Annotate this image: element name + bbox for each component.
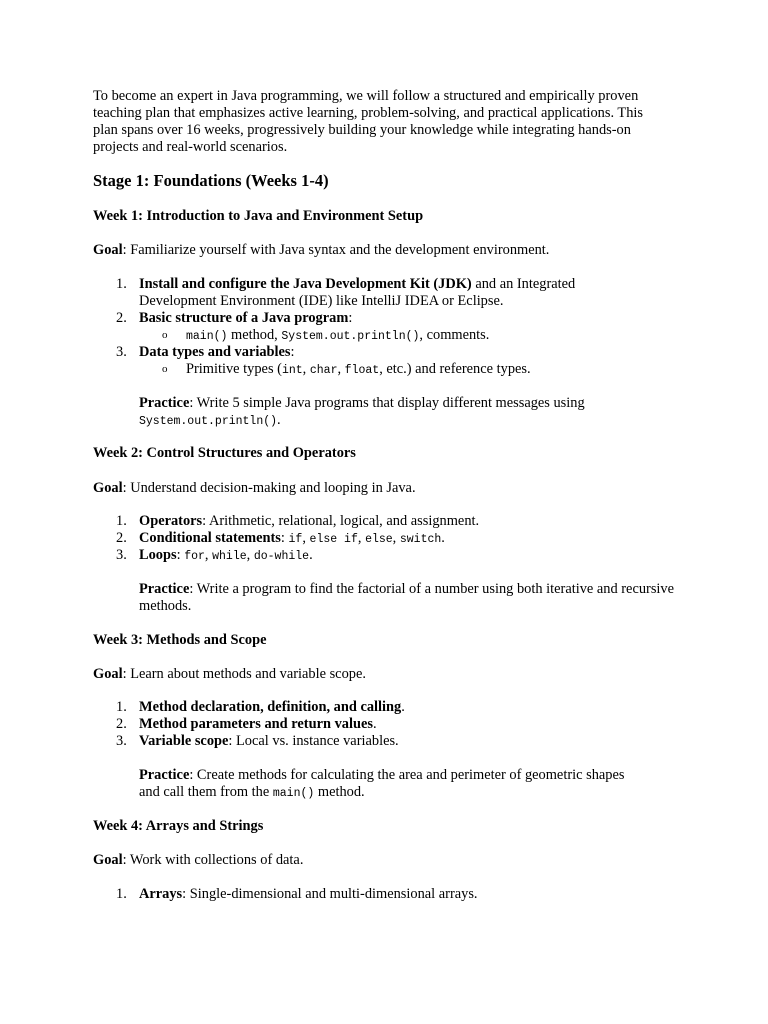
list-number: 2. (116, 310, 127, 326)
separator: , (246, 547, 254, 563)
separator: . (309, 547, 313, 563)
week-4-item-1-bold: Arrays (139, 886, 183, 902)
week-2-heading: Week 2: Control Structures and Operators (93, 445, 356, 461)
week-2-item-2-bold: Conditional statements (139, 530, 281, 546)
code-snippet: main() (272, 787, 315, 800)
week-3-practice (139, 767, 679, 802)
bullet-marker: o (162, 329, 168, 341)
practice-text: : Write a program to find the factorial of a number using both iterative and recursive methods. (139, 581, 674, 614)
week-1-heading: Week 1: Introduction to Java and Environment Setup (93, 208, 424, 224)
code-snippet: System.out.println() (139, 415, 278, 428)
week-3-item-3-bold: Variable scope (139, 733, 229, 749)
week-1-item-1-text: and an Integrated (471, 276, 576, 292)
week-1-subitem-3 (186, 361, 706, 379)
bullet-marker: o (162, 363, 168, 375)
week-1-item-3-text: : (290, 344, 295, 360)
week-1-item-2 (139, 310, 699, 327)
list-number: 1. (116, 513, 127, 529)
week-2-item-3-bold: Loops (139, 547, 177, 563)
week-1-item-3 (139, 344, 699, 361)
week-1-item-3-bold: Data types and variables (139, 344, 291, 360)
week-4-item-1 (139, 886, 699, 903)
practice-text-2: and call them from the (139, 784, 273, 800)
separator: . (372, 716, 377, 732)
goal-label: Goal (93, 666, 123, 682)
week-1-goal-text: : Familiarize yourself with Java syntax and the development environment. (122, 242, 550, 258)
list-number: 3. (116, 547, 127, 563)
week-3-item-3 (139, 733, 699, 750)
goal-label: Goal (93, 852, 123, 868)
code-snippet: main() (186, 330, 228, 343)
practice-label: Practice (139, 581, 190, 597)
subitem-text: , comments. (419, 327, 490, 343)
week-3-item-2 (139, 716, 699, 733)
separator: , (302, 530, 310, 546)
code-snippet: else (365, 533, 393, 546)
code-snippet: else if (309, 533, 358, 546)
code-snippet: System.out.println() (281, 330, 420, 343)
list-number: 3. (116, 733, 127, 749)
code-snippet: do-while (253, 550, 310, 563)
week-3-heading: Week 3: Methods and Scope (93, 632, 267, 648)
separator: , (302, 361, 310, 377)
week-3-item-2-bold: Method parameters and return values (139, 716, 373, 732)
week-4-goal-text: : Work with collections of data. (122, 852, 304, 868)
list-number: 3. (116, 344, 127, 360)
practice-text: : Write 5 simple Java programs that display different messages using (189, 395, 585, 411)
week-2-item-2 (139, 530, 699, 548)
practice-label: Practice (139, 767, 190, 783)
code-snippet: float (344, 364, 380, 377)
week-1-goal (93, 242, 549, 259)
week-2-item-1 (139, 513, 699, 530)
week-2-item-3 (139, 547, 699, 565)
stage-1-heading: Stage 1: Foundations (Weeks 1-4) (93, 171, 329, 190)
goal-label: Goal (93, 480, 123, 496)
code-snippet: char (309, 364, 338, 377)
week-3-item-3-text: : Local vs. instance variables. (228, 733, 399, 749)
list-number: 2. (116, 530, 127, 546)
code-snippet: while (212, 550, 247, 563)
week-1-item-2-text: : (348, 310, 353, 326)
week-4-goal (93, 852, 303, 869)
list-number: 1. (116, 886, 127, 902)
code-snippet: switch (399, 533, 442, 546)
week-2-item-1-bold: Operators (139, 513, 203, 529)
practice-text: : Create methods for calculating the area and perimeter of geometric shapes (189, 767, 625, 783)
subitem-text: method, (227, 327, 282, 343)
week-3-item-1-bold: Method declaration, definition, and calling (139, 699, 402, 715)
week-1-item-2-bold: Basic structure of a Java program (139, 310, 349, 326)
subitem-text: Primitive types ( (186, 361, 282, 377)
week-1-practice (139, 395, 679, 430)
week-2-goal-text: : Understand decision-making and looping in Java. (122, 480, 416, 496)
separator: . (401, 699, 405, 715)
week-1-item-1-bold: Install and configure the Java Development Kit (JDK) (139, 276, 472, 292)
week-3-goal-text: : Learn about methods and variable scope. (122, 666, 366, 682)
separator: , (392, 530, 400, 546)
list-number: 1. (116, 699, 127, 715)
list-number: 1. (116, 276, 127, 292)
intro-paragraph: To become an expert in Java programming, we will follow a structured and empirically proven teaching plan that emphasizes active learning, problem-solving, and practical applications. This plan spans over 16 weeks, progressively building your knowledge while integrating hands-on projects and real-world scenarios. (93, 88, 643, 155)
practice-end: . (277, 412, 281, 428)
separator: , (357, 530, 366, 546)
practice-label: Practice (139, 395, 190, 411)
week-4-item-1-text: : Single-dimensional and multi-dimensional arrays. (182, 886, 478, 902)
goal-label: Goal (93, 242, 123, 258)
code-snippet: if (288, 533, 303, 546)
separator: , (204, 547, 213, 563)
week-1-item-1-text-2: Development Environment (IDE) like IntelliJ IDEA or Eclipse. (139, 293, 504, 309)
week-3-item-1 (139, 699, 699, 716)
list-number: 2. (116, 716, 127, 732)
week-1-subitem-2 (186, 327, 706, 345)
week-2-goal (93, 480, 416, 497)
week-3-goal (93, 666, 366, 683)
week-4-heading: Week 4: Arrays and Strings (93, 818, 264, 834)
subitem-text: , etc.) and reference types. (379, 361, 531, 377)
separator: . (441, 530, 445, 546)
separator: : (176, 547, 185, 563)
code-snippet: for (184, 550, 205, 563)
separator: : (280, 530, 289, 546)
practice-end: method. (314, 784, 365, 800)
separator: , (337, 361, 345, 377)
code-snippet: int (281, 364, 303, 377)
week-2-item-1-text: : Arithmetic, relational, logical, and assignment. (202, 513, 480, 529)
week-1-item-1 (139, 276, 699, 310)
week-2-practice (139, 581, 679, 615)
